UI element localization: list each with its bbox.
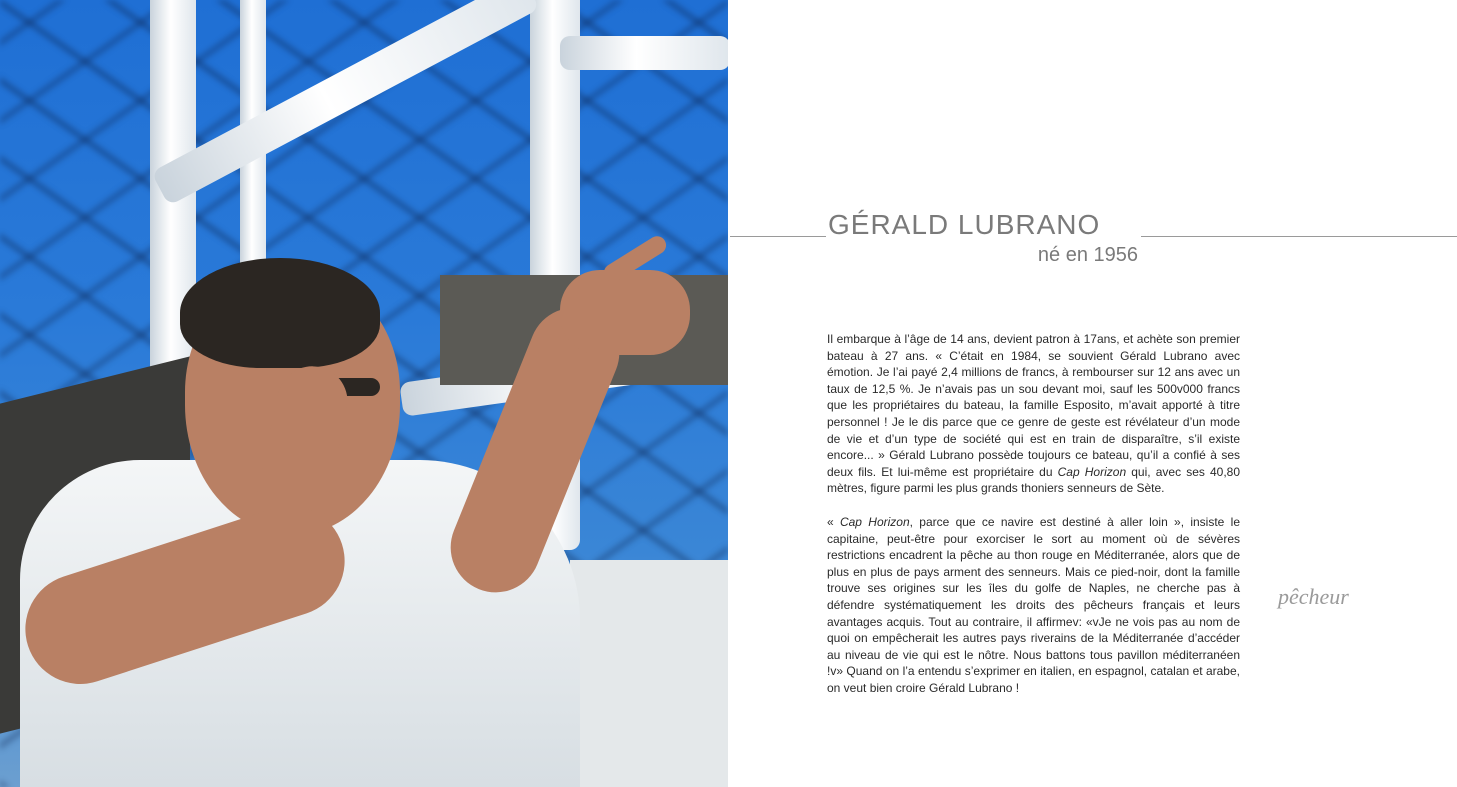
title-rule-right [1141,236,1457,237]
title-rule-left [730,236,826,237]
hull-wall [570,560,728,787]
birth-year: né en 1956 [1037,244,1138,266]
boat-name: Cap Horizon [1057,464,1127,479]
profession-label: pêcheur [1278,584,1349,609]
article-body [827,331,1240,713]
person-name: GÉRALD LUBRANO [828,209,1101,240]
hair [180,258,380,368]
pointing-hand [560,270,690,355]
paragraph-2: « Cap Horizon, parce que ce navire est destiné à aller loin », insiste le capitaine, peut-être pour exorciser le sort au moment où de sévères restrictions encadrent la pêche au thon rouge en Méditerranée, alors que de plus en plus de pays arment des senneurs. Mais ce pied-noir, dont la famille trouve ses origines sur les îles du golfe de Naples, ne cherche pas à défendre systématiquement les droits des pêcheurs français et leurs avantages acquis. Tout au contraire, il affirmev: «vJe ne vois pas au nom de quoi on empêcherait les autres pays riverains de la Méditerranée d’accéder au niveau de vie qui est le nôtre. Nous battons tous pavillon méditerranéen !v» Quand on l’a entendu s’exprimer en italien, en espagnol, catalan et arabe, on veut bien croire Gérald Lubrano ! [827,514,1240,695]
portrait-photo [0,0,728,787]
railing-bar [560,36,728,70]
boat-name: Cap Horizon [839,514,910,529]
paragraph-1: Il embarque à l’âge de 14 ans, devient patron à 17ans, et achète son premier bateau à 27 ans. « C’était en 1984, se souvient Gérald Lubrano avec émotion. Je l’ai payé 2,4 millions de francs, à rembourser sur 12 ans avec un taux de 12,5 %. Je n’avais pas un sou devant moi, sauf les 500v000 francs que les propriétaires du bateau, la famille Esposito, m’avait apporté à titre personnel ! Je le dis parce que ce genre de geste est révélateur d’un mode de vie et d’un type de société qui est en train de disparaître, s’il existe encore... » Gérald Lubrano possède toujours ce bateau, qu’il a confié à ses deux fils. Et lui-même est propriétaire du Cap Horizon qui, avec ses 40,80 mètres, figure parmi les plus grands thoniers senneurs de Sète. [827,332,1241,496]
